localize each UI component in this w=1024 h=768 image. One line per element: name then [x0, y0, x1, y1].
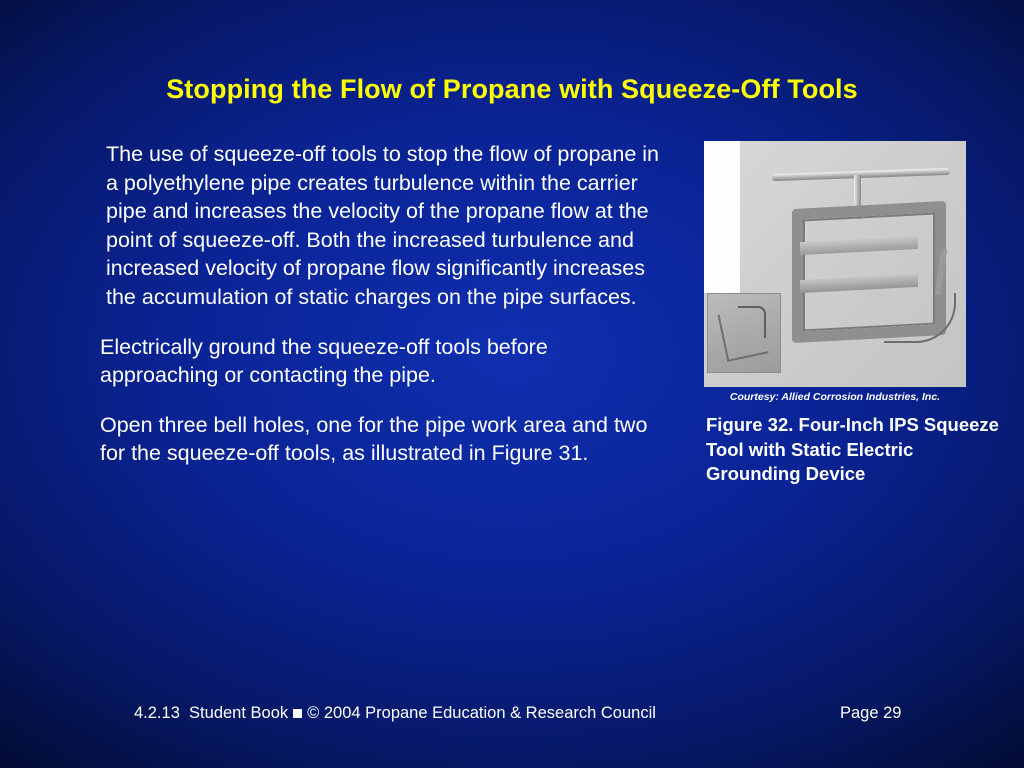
squeeze-tool-photo: [704, 141, 966, 387]
footer-book-label: Student Book: [189, 704, 289, 722]
figure-caption: Figure 32. Four-Inch IPS Squeeze Tool with Static Electric Grounding Device: [706, 414, 999, 485]
footer-page-number: Page 29: [840, 704, 902, 722]
squeeze-tool-illustration: [766, 153, 956, 333]
body-text-column: [100, 140, 666, 468]
footer-copyright: © 2004 Propane Education & Research Council: [307, 704, 656, 722]
footer-left: [134, 704, 656, 723]
photo-background-panel: [704, 141, 740, 293]
body-paragraph-2: Electrically ground the squeeze-off tools before approaching or contacting the pipe.: [100, 334, 548, 388]
page-title: Stopping the Flow of Propane with Squeeze-Off Tools: [166, 74, 858, 104]
body-paragraph-1: The use of squeeze-off tools to stop the flow of propane in a polyethylene pipe creates turbulence within the carrier pipe and increases the velocity of the propane flow at the point of squeeze-off. Both the increased turbulence and increased velocity of propane flow significantly increases the accumulation of static charges on the pipe surfaces.: [106, 142, 659, 309]
photo-courtesy-credit: Courtesy: Allied Corrosion Industries, Inc.: [729, 391, 941, 403]
slide-footer: [0, 704, 1024, 728]
square-bullet-icon: [293, 709, 302, 718]
tool-handle-rod: [772, 168, 950, 181]
figure-column: [704, 141, 999, 485]
body-paragraph-3: Open three bell holes, one for the pipe work area and two for the squeeze-off tools, as illustrated in Figure 31.: [100, 412, 648, 466]
photo-inset-detail: [707, 293, 781, 373]
grounding-cable: [884, 293, 956, 343]
footer-document-number: 4.2.13: [134, 704, 180, 722]
inset-wire-b: [738, 306, 766, 338]
